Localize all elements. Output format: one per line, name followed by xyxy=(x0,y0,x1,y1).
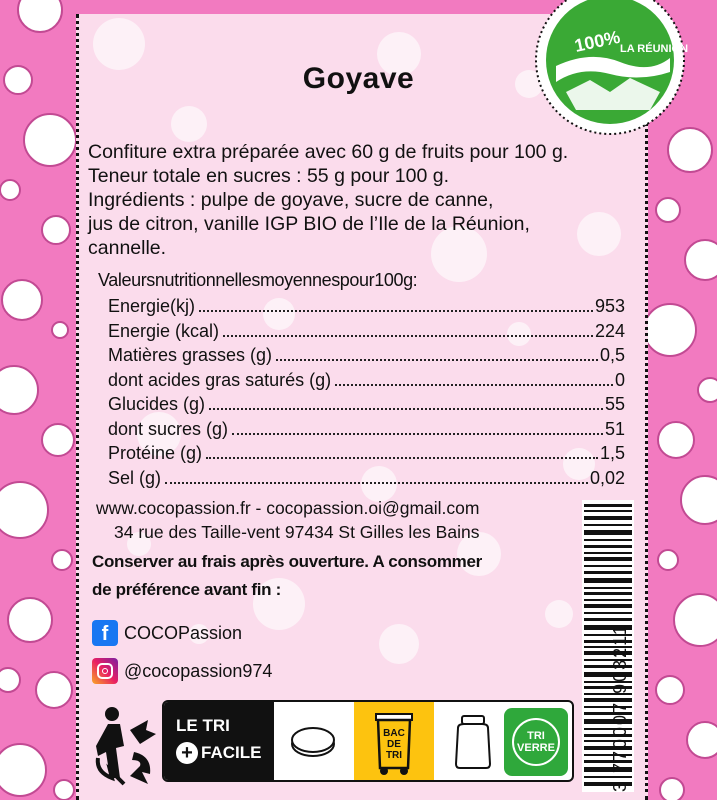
leader-dots xyxy=(199,309,593,312)
intro-line: jus de citron, vanille IGP BIO de l’Ile de la Réunion, xyxy=(88,213,530,235)
tri-line2-wrap xyxy=(176,742,261,764)
instagram-text: @cocopassion974 xyxy=(124,660,273,681)
barcode-number: 3 770007 903211 xyxy=(610,623,630,792)
nutrition-row xyxy=(108,296,625,321)
intro-line: Teneur totale en sucres : 55 g pour 100 g. xyxy=(88,165,449,187)
nutrition-table xyxy=(98,270,628,492)
nutrient-label: dont acides gras saturés (g) xyxy=(108,369,332,390)
leader-dots xyxy=(223,334,593,337)
storage-line: Conserver au frais après ouverture. A consommer xyxy=(92,552,482,571)
plus-icon: + xyxy=(176,742,198,764)
intro-line: Confiture extra préparée avec 60 g de fruits pour 100 g. xyxy=(88,141,569,163)
nutrition-row xyxy=(108,345,625,370)
product-title: Goyave xyxy=(302,62,415,95)
nutrition-row xyxy=(108,321,625,346)
recycling-bin-icon xyxy=(374,708,414,776)
leader-dots xyxy=(335,383,613,386)
facebook-text: COCOPassion xyxy=(124,622,243,643)
storage-instructions xyxy=(92,548,482,604)
nutrient-value: 953 xyxy=(594,296,625,316)
contact-info xyxy=(96,498,479,548)
tri-verre-block xyxy=(504,708,568,776)
tri-line2: FACILE xyxy=(201,743,262,762)
nutrient-label: Protéine (g) xyxy=(108,443,203,463)
le-tri-facile-block xyxy=(164,702,274,780)
verre-circle xyxy=(512,718,560,766)
intro-line: Ingrédients : pulpe de goyave, sucre de canne, xyxy=(88,189,494,211)
nutrient-value: 51 xyxy=(604,418,625,439)
nutrient-label: Sel (g) xyxy=(108,467,162,488)
nutrient-label: dont sucres (g) xyxy=(108,418,229,439)
leader-dots xyxy=(232,432,603,435)
instagram-icon xyxy=(92,658,118,684)
leader-dots xyxy=(276,358,598,361)
nutrient-value: 0 xyxy=(614,369,625,390)
leader-dots xyxy=(206,456,598,459)
triman-icon xyxy=(90,700,160,786)
nutrition-row xyxy=(108,443,625,468)
product-description xyxy=(88,140,568,260)
leader-dots xyxy=(209,407,603,410)
nutrient-value: 0,5 xyxy=(599,345,625,365)
verre-text: TRI xyxy=(527,730,545,742)
badge-percent: 100% xyxy=(572,26,622,56)
nutrient-value: 224 xyxy=(594,320,625,341)
facebook-icon: f xyxy=(92,620,118,646)
bin-text: TRI xyxy=(385,750,403,761)
tri-line1: LE TRI xyxy=(176,716,230,735)
nutrient-label: Matières grasses (g) xyxy=(108,345,273,365)
storage-line: de préférence avant fin : xyxy=(92,580,282,599)
nutrition-row xyxy=(108,468,625,493)
instagram-handle xyxy=(92,658,272,684)
leader-dots xyxy=(165,481,588,484)
intro-line: cannelle. xyxy=(88,237,167,259)
nutrition-row xyxy=(108,394,625,419)
bin-text: BAC xyxy=(383,728,405,739)
nutrition-header: Valeursnutritionnellesmoyennespour100g: xyxy=(98,270,418,290)
nutrient-value: 1,5 xyxy=(599,443,625,463)
lid-icon xyxy=(290,724,336,760)
postal-address: 34 rue des Taille-vent 97434 St Gilles les Bains xyxy=(114,522,480,542)
jar-icon xyxy=(452,714,494,770)
bin-label xyxy=(374,728,414,761)
website-email: www.cocopassion.fr - cocopassion.oi@gmail.com xyxy=(96,498,480,518)
verre-text: VERRE xyxy=(517,742,555,754)
tri-info-bar xyxy=(162,700,574,782)
nutrient-label: Glucides (g) xyxy=(108,394,206,414)
nutrient-label: Energie(kj) xyxy=(108,296,196,316)
badge-region: LA RÉUNION xyxy=(620,43,688,55)
nutrition-row xyxy=(108,419,625,444)
nutrient-value: 55 xyxy=(604,394,625,414)
nutrient-label: Energie (kcal) xyxy=(108,320,220,341)
facebook-handle xyxy=(92,620,242,646)
bac-de-tri-block xyxy=(354,702,434,780)
nutrient-value: 0,02 xyxy=(589,467,625,488)
nutrition-row xyxy=(108,370,625,395)
bin-text: DE xyxy=(387,739,401,750)
